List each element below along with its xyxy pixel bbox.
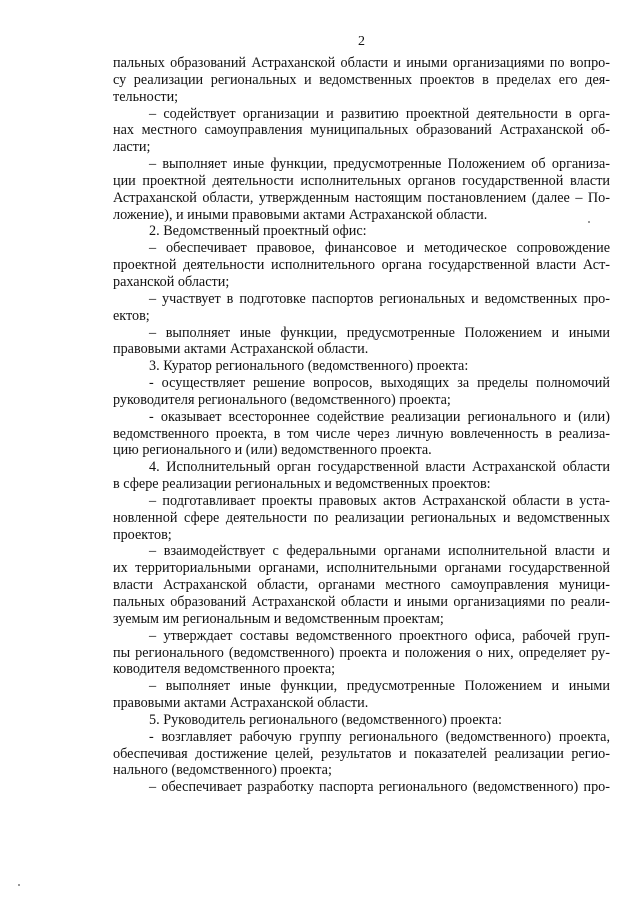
text-line: ководителя ведомственного проекта;: [113, 661, 336, 678]
text-line: тельности;: [113, 88, 179, 105]
text-line: 4. Исполнительный орган государственной власти Астраханской области: [149, 459, 610, 476]
paragraph: [113, 712, 610, 729]
paragraph: [113, 409, 610, 460]
page-number: 2: [358, 34, 365, 49]
paragraph: [113, 628, 610, 679]
paragraph: [113, 106, 610, 157]
paragraph: [113, 240, 610, 291]
text-line: – взаимодействует с федеральными органами исполнительной власти и: [149, 543, 610, 560]
paragraph: [113, 55, 610, 106]
text-line: ведомственного проекта, в том числе через личную вовлеченность в реализа-: [113, 425, 610, 442]
paragraph: [113, 358, 610, 375]
text-line: – выполняет иные функции, предусмотренные Положением об организа-: [149, 156, 610, 173]
text-line: в сфере реализации региональных и ведомственных проектов:: [113, 476, 491, 493]
text-line: нального (ведомственного) проекта;: [113, 762, 332, 779]
paragraph: [113, 459, 610, 493]
paragraph: [113, 375, 610, 409]
text-line: ласти;: [113, 139, 151, 156]
paragraph: [113, 779, 610, 796]
text-line: - оказывает всестороннее содействие реализации регионального и (или): [149, 408, 610, 425]
text-line: обеспечивая достижение целей, результатов и показателей реализации регио-: [113, 745, 610, 762]
text-line: – участвует в подготовке паспортов региональных и ведомственных про-: [149, 290, 610, 307]
text-line: – обеспечивает разработку паспорта регионального (ведомственного) про-: [149, 779, 610, 796]
text-line: – выполняет иные функции, предусмотренные Положением и иными: [149, 678, 610, 695]
paragraph: [113, 543, 610, 627]
text-line: су реализации региональных и ведомственных проектов в пределах его дея-: [113, 71, 610, 88]
scan-speck: [588, 221, 590, 223]
text-line: – содействует организации и развитию проектной деятельности в орга-: [149, 105, 610, 122]
text-line: правовыми актами Астраханской области.: [113, 695, 369, 712]
text-line: – обеспечивает правовое, финансовое и методическое сопровождение: [149, 240, 610, 257]
text-line: - возглавляет рабочую группу регионального (ведомственного) проекта,: [149, 728, 610, 745]
text-line: пальных образований Астраханской области и иными организациями по реали-: [113, 594, 610, 610]
text-line: 5. Руководитель регионального (ведомственного) проекта:: [149, 711, 502, 728]
text-line: власти Астраханской области, органами местного самоуправления муници-: [113, 577, 610, 594]
scan-speck: [18, 884, 20, 886]
text-line: 2. Ведомственный проектный офис:: [149, 223, 367, 240]
text-line: пы регионального (ведомственного) проекта и положения о них, определяет ру-: [113, 644, 610, 661]
paragraph: [113, 291, 610, 325]
text-line: ектов;: [113, 307, 150, 324]
text-line: 3. Куратор регионального (ведомственного) проекта:: [149, 358, 469, 375]
paragraph: [113, 223, 610, 240]
text-line: - осуществляет решение вопросов, выходящих за пределы полномочий: [149, 375, 610, 392]
text-line: – утверждает составы ведомственного проектного офиса, рабочей груп-: [149, 627, 610, 644]
text-line: нах местного самоуправления муниципальных образований Астраханской об-: [113, 122, 610, 139]
paragraph: [113, 325, 610, 359]
text-line: раханской области;: [113, 273, 230, 290]
text-line: Астраханской области, утвержденным настоящим постановлением (далее – По-: [113, 189, 610, 206]
text-line: руководителя регионального (ведомственного) проекта;: [113, 391, 451, 408]
text-line: зуемым им региональным и ведомственным проектам;: [113, 610, 444, 627]
text-line: проектной деятельности исполнительного органа государственной власти Аст-: [113, 257, 610, 274]
text-line: – подготавливает проекты правовых актов Астраханской области в уста-: [149, 492, 610, 509]
paragraph: [113, 729, 610, 780]
text-line: проектов;: [113, 526, 172, 543]
text-line: правовыми актами Астраханской области.: [113, 341, 369, 358]
paragraph: [113, 493, 610, 544]
text-line: – выполняет иные функции, предусмотренные Положением и иными: [149, 324, 610, 341]
text-line: их территориальными органами, исполнительными органами государственной: [113, 560, 610, 577]
text-line: ложение), и иными правовыми актами Астраханской области.: [113, 206, 488, 223]
text-line: новленной сфере деятельности по реализации региональных и ведомственных: [113, 509, 610, 526]
paragraph: [113, 156, 610, 223]
text-line: ции проектной деятельности исполнительных органов государственной власти: [113, 172, 610, 189]
document-body: [113, 55, 610, 796]
text-line: пальных образований Астраханской области и иными организациями по вопро-: [113, 55, 610, 71]
text-line: цию регионального и (или) ведомственного проекта.: [113, 442, 432, 459]
paragraph: [113, 678, 610, 712]
